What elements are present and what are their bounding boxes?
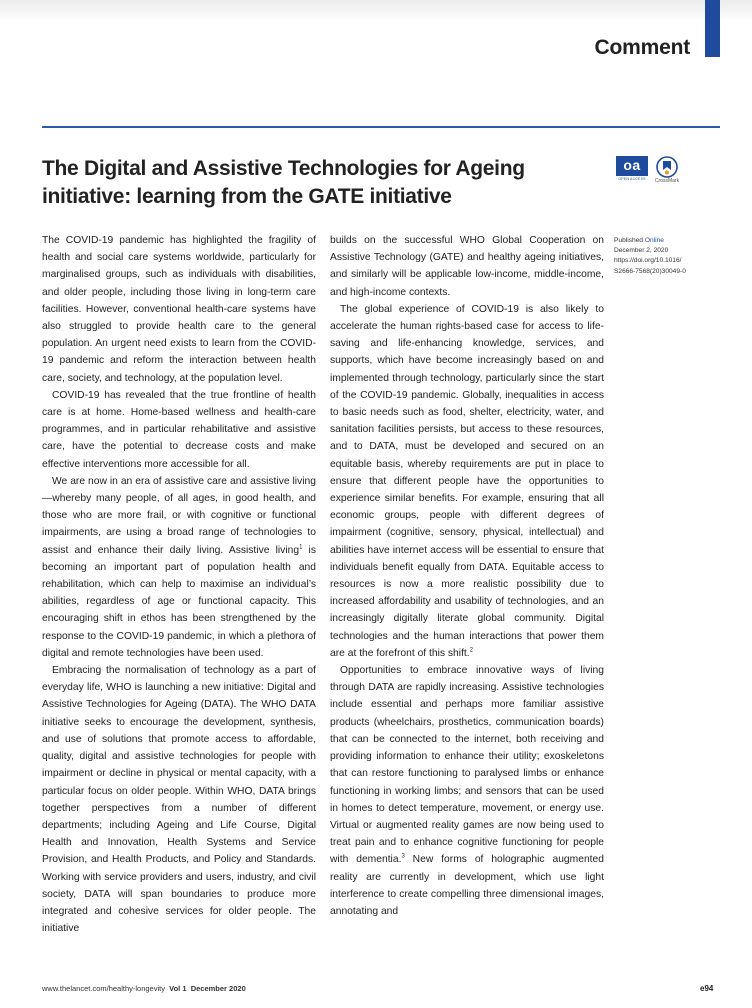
paragraph: The COVID-19 pandemic has highlighted the fragility of health and social care systems worldwide, particularly for marginalised groups, such as individuals with disabilities, and older people, including those living in long-term care facilities. However, conventional health-care systems have also struggled to provide health care to the general population. An urgent need exists to learn from the COVID-19 pandemic and reform the interaction between health care, society, and technology, at the population level. bbox=[42, 235, 316, 384]
publication-info bbox=[614, 236, 724, 277]
page-number: e94 bbox=[700, 984, 714, 993]
paragraph bbox=[42, 473, 316, 662]
paragraph-text: Opportunities to embrace innovative ways of living through DATA are rapidly increasing. Assistive technologies include essential and perhaps more familiar assistive products (wheelchairs, prosthetics, communication boards) that can be connected to the internet, both receiving and providing information to enhance their utility; exoskeletons that can restore functioning to paralysed limbs or enhance functioning in working limbs; and sensors that can be used in homes to detect temperature, movement, or energy use. Virtual or augmented reality games are now being used to treat pain and to enhance cognitive functioning for people with dementia. bbox=[330, 665, 604, 866]
reference-link[interactable]: 1 bbox=[299, 544, 303, 551]
oa-sublabel: OPEN ACCESS bbox=[618, 177, 646, 181]
paragraph-text: We are now in an era of assistive care and assistive living—whereby many people, of all ages, in good health, and those who are more frail, or with cognitive or functional impairments, are using a broad range of technologies to assist and enhance their daily living. Assistive living bbox=[42, 475, 316, 556]
crossmark-label: CrossMark bbox=[654, 178, 680, 184]
footer-date: December 2020 bbox=[190, 984, 246, 993]
footer-citation bbox=[42, 984, 246, 993]
section-label: Comment bbox=[594, 36, 690, 59]
doi-link-line2[interactable]: S2666-7568(20)30049-0 bbox=[614, 267, 686, 275]
open-access-icon[interactable] bbox=[616, 156, 648, 184]
crossmark-glyph bbox=[656, 156, 678, 178]
paragraph: builds on the successful WHO Global Cooperation on Assistive Technology (GATE) and healthy ageing initiatives, and similarly will be applicable low-income, middle-income, and high-income contexts. bbox=[330, 235, 604, 298]
reference-link[interactable]: 3 bbox=[401, 853, 405, 860]
paragraph: Embracing the normalisation of technology as a part of everyday life, WHO is launching a new initiative: Digital and Assistive Technologies for Ageing (DATA). The WHO DATA initiative seeks to encourage the development, synthesis, and use of solutions that promote access to affordable, quality, digital and assistive technologies for people with impairment or decline in physical or mental capacity, with a particular focus on older people. Within WHO, DATA brings together perspectives from a number of different departments; including Ageing and Life Course, Digital Health and Innovation, Health Systems and Service Provision, and Health Products, and Policy and Standards. Working with service providers and users, industry, and civil society, DATA will span boundaries to produce more integrated and cohesive services for older people. The initiative bbox=[42, 665, 316, 935]
online-link[interactable]: Online bbox=[644, 237, 664, 244]
published-date: December 2, 2020 bbox=[614, 247, 669, 255]
published-line bbox=[614, 236, 724, 246]
body-column-left bbox=[42, 232, 316, 937]
top-shade bbox=[0, 0, 752, 22]
paragraph bbox=[330, 662, 604, 920]
article-title: The Digital and Assistive Technologies for Ageing initiative: learning from the GATE initiative bbox=[42, 157, 525, 208]
header-rule bbox=[42, 126, 720, 128]
paragraph bbox=[330, 301, 604, 662]
body-column-right bbox=[330, 232, 604, 920]
section-tab bbox=[705, 0, 720, 57]
oa-label: oa bbox=[616, 156, 648, 176]
paragraph: COVID-19 has revealed that the true frontline of health care is at home. Home-based wellness and health-care programmes, and in particular rehabilitative and assistive care, have the potential to decrease costs and make effective interventions more accessible for all. bbox=[42, 389, 316, 470]
published-label: Published bbox=[614, 237, 643, 244]
paragraph-text: New forms of holographic augmented reality are currently in development, which use light interference to create compelling three dimensional images, annotating and bbox=[330, 854, 604, 917]
doi-link-line1[interactable]: https://doi.org/10.1016/ bbox=[614, 257, 682, 265]
footer-url[interactable]: www.thelancet.com/healthy-longevity bbox=[42, 984, 165, 993]
crossmark-icon[interactable] bbox=[654, 156, 680, 188]
reference-link[interactable]: 2 bbox=[469, 647, 473, 654]
paragraph-text: The global experience of COVID-19 is also likely to accelerate the human rights-based case for access to life-saving and life-enhancing knowledge, services, and supports, which have become increasingly based on and implemented through technology, particularly since the start of the COVID-19 pandemic. Globally, inequalities in access to basic needs such as food, shelter, electricity, water, and sanitation facilities persists, but access to these resources, and to DATA, must be developed and secured on an equitable basis, whereby requirements are put in place to ensure that different people have the opportunities to experience similar benefits. For example, ensuring that all economic groups, people with different degrees of impairment (cognitive, sensory, physical, intellectual) and abilities have internet access will be essential to ensure that individuals benefit equally from DATA. Equitable access to resources is now a more realistic possibility due to increased affordability and usability of technologies, and an increasingly digitally literate global community. Digital technologies and the human interactions that power them are at the forefront of this shift. bbox=[330, 303, 604, 659]
footer-volume: Vol 1 bbox=[169, 984, 187, 993]
paragraph-text: is becoming an important part of population health and rehabilitation, which can help to maximise an individual’s abilities, regardless of age or functional capacity. This encouraging shift in ethos has been strengthened by the response to the COVID-19 pandemic, in which a plethora of digital and remote technologies have been used. bbox=[42, 544, 316, 659]
